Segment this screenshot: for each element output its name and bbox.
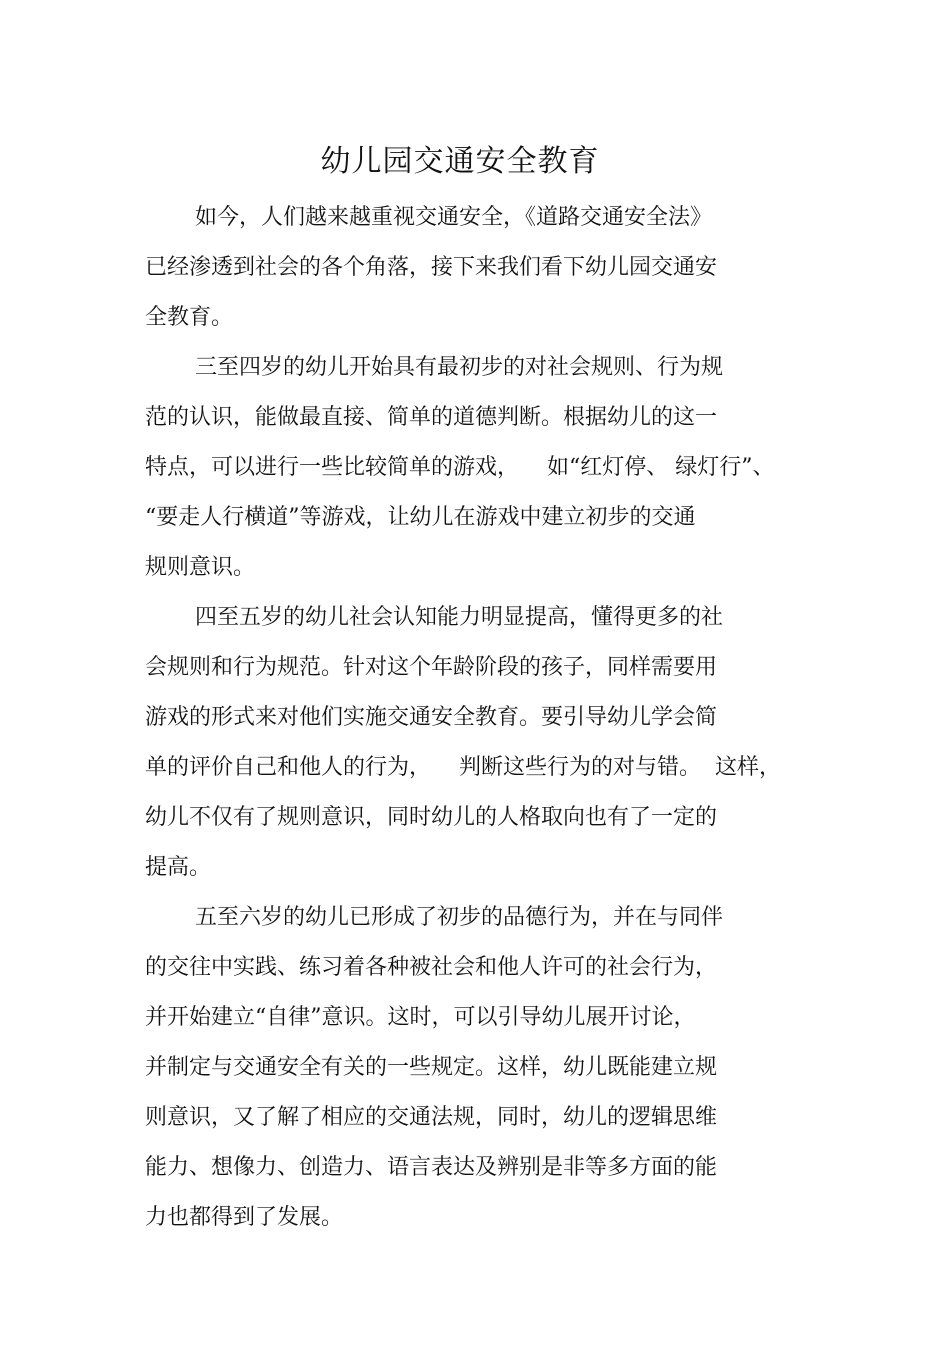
paragraph-3-line-5: 幼儿不仅有了规则意识，同时幼儿的人格取向也有了一定的 xyxy=(145,805,718,830)
paragraph-4-line-4: 并制定与交通安全有关的一些规定。这样，幼儿既能建立规 xyxy=(145,1055,718,1080)
paragraph-1-line-1: 如今，人们越来越重视交通安全，《道路交通安全法》 xyxy=(195,205,713,230)
paragraph-2-line-4: “要走人行横道”等游戏，让幼儿在游戏中建立初步的交通 xyxy=(145,505,696,530)
paragraph-2-line-2: 范的认识，能做最直接、简单的道德判断。根据幼儿的这一 xyxy=(145,405,718,430)
paragraph-2-line-1: 三至四岁的幼儿开始具有最初步的对社会规则、行为规 xyxy=(195,355,724,380)
paragraph-4-line-5: 则意识，又了解了相应的交通法规，同时，幼儿的逻辑思维 xyxy=(145,1105,718,1130)
paragraph-3-line-3: 游戏的形式来对他们实施交通安全教育。要引导幼儿学会简 xyxy=(145,705,718,730)
paragraph-4-line-6: 能力、想像力、创造力、语言表达及辨别是非等多方面的能 xyxy=(145,1155,718,1180)
paragraph-1-line-3: 全教育。 xyxy=(145,305,234,330)
paragraph-3-line-4: 单的评价自己和他人的行为， 判断这些行为的对与错。 这样， xyxy=(145,755,781,780)
paragraph-2-line-5: 规则意识。 xyxy=(145,555,256,580)
paragraph-2-line-3: 特点，可以进行一些比较简单的游戏， 如“红灯停、 绿灯行”、 xyxy=(145,455,775,480)
document-title: 幼儿园交通安全教育 xyxy=(320,144,600,179)
paragraph-4-line-2: 的交往中实践、练习着各种被社会和他人许可的社会行为， xyxy=(145,955,718,980)
paragraph-4-line-3: 并开始建立“自律”意识。这时，可以引导幼儿展开讨论， xyxy=(145,1005,696,1030)
paragraph-3-line-1: 四至五岁的幼儿社会认知能力明显提高，懂得更多的社 xyxy=(195,605,724,630)
paragraph-4-line-1: 五至六岁的幼儿已形成了初步的品德行为，并在与同伴 xyxy=(195,905,724,930)
paragraph-3-line-6: 提高。 xyxy=(145,855,212,880)
paragraph-4-line-7: 力也都得到了发展。 xyxy=(145,1205,344,1230)
paragraph-3-line-2: 会规则和行为规范。针对这个年龄阶段的孩子，同样需要用 xyxy=(145,655,718,680)
paragraph-1-line-2: 已经渗透到社会的各个角落，接下来我们看下幼儿园交通安 xyxy=(145,255,718,280)
